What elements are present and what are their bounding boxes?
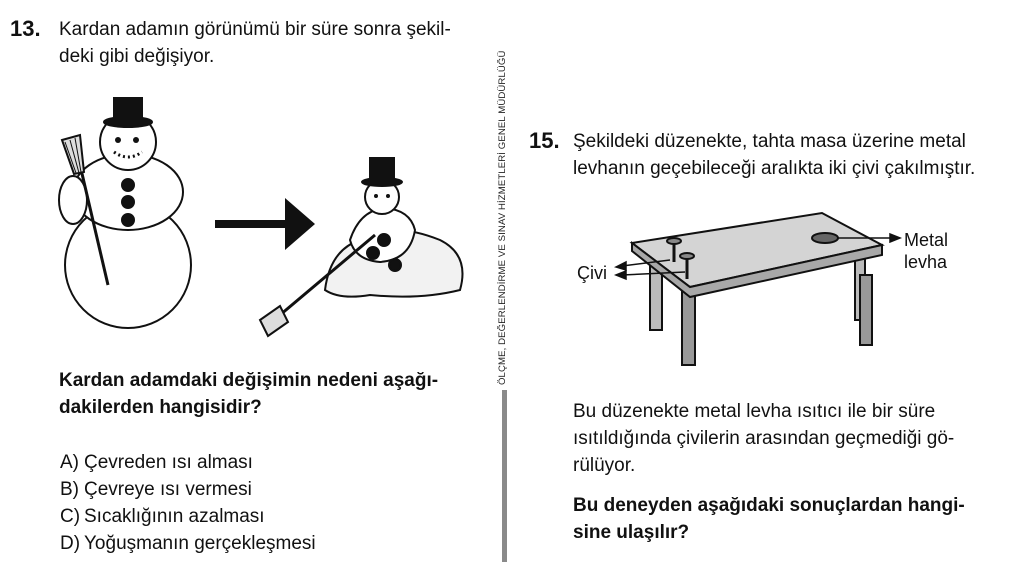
question-13-text-line-2: deki gibi değişiyor. xyxy=(59,46,215,67)
label-civi: Çivi xyxy=(577,263,607,283)
question-15-prompt-line-2: sine ulaşılır? xyxy=(573,522,690,543)
hat-top xyxy=(114,98,142,122)
option-c[interactable] xyxy=(60,503,265,530)
question-15-text-line-1: Şekildeki düzenekte, tahta masa üzerine metal xyxy=(573,131,966,152)
option-a-letter: A) xyxy=(60,452,79,473)
option-a[interactable] xyxy=(60,449,253,476)
change-arrow xyxy=(215,198,315,250)
question-13-number: 13. xyxy=(10,16,41,41)
question-15-prompt-line-1: Bu deneyden aşağıdaki sonuçlardan hangi- xyxy=(573,495,965,516)
question-15-text-line-2: levhanın geçebileceği aralıkta iki çivi çakılmıştır. xyxy=(573,158,976,179)
option-d-text: Yoğuşmanın gerçekleşmesi xyxy=(84,533,316,554)
option-a-text: Çevreden ısı alması xyxy=(84,452,253,473)
snowman-intact xyxy=(59,98,191,328)
question-13-prompt-line-1: Kardan adamdaki değişimin nedeni aşağı- xyxy=(59,370,439,391)
column-divider xyxy=(502,390,507,562)
option-d[interactable] xyxy=(60,530,316,557)
option-d-letter: D) xyxy=(60,533,81,554)
option-b-letter: B) xyxy=(60,479,79,500)
snowman-melted xyxy=(260,158,463,336)
option-b-text: Çevreye ısı vermesi xyxy=(84,479,252,500)
question-15-paragraph-line-1: Bu düzenekte metal levha ısıtıcı ile bir süre xyxy=(573,401,936,422)
table-leg-front-left xyxy=(682,290,695,365)
question-13-text-line-1: Kardan adamın görünümü bir süre sonra şekil- xyxy=(59,19,451,40)
question-13-prompt-line-2: dakilerden hangisidir? xyxy=(59,397,262,418)
snowman-melting-illustration xyxy=(40,90,480,350)
label-levha: levha xyxy=(904,252,948,272)
nail-1 xyxy=(667,238,681,244)
question-15-paragraph-line-2: ısıtıldığında çivilerin arasından geçmediği gö- xyxy=(573,428,955,449)
table-leg-front-right xyxy=(860,275,872,345)
option-b[interactable] xyxy=(60,476,252,503)
option-c-text: Sıcaklığının azalması xyxy=(84,506,265,527)
question-15-paragraph-line-3: rülüyor. xyxy=(573,455,636,476)
metal-plate xyxy=(812,233,838,243)
option-c-letter: C) xyxy=(60,506,81,527)
nail-2 xyxy=(680,253,694,259)
sidebar-vertical-text: ÖLÇME, DEĞERLENDİRME VE SINAV HİZMETLERİ GENEL MÜDÜRLÜĞÜ xyxy=(497,50,508,385)
question-15-number: 15. xyxy=(529,128,560,153)
label-metal: Metal xyxy=(904,230,949,250)
